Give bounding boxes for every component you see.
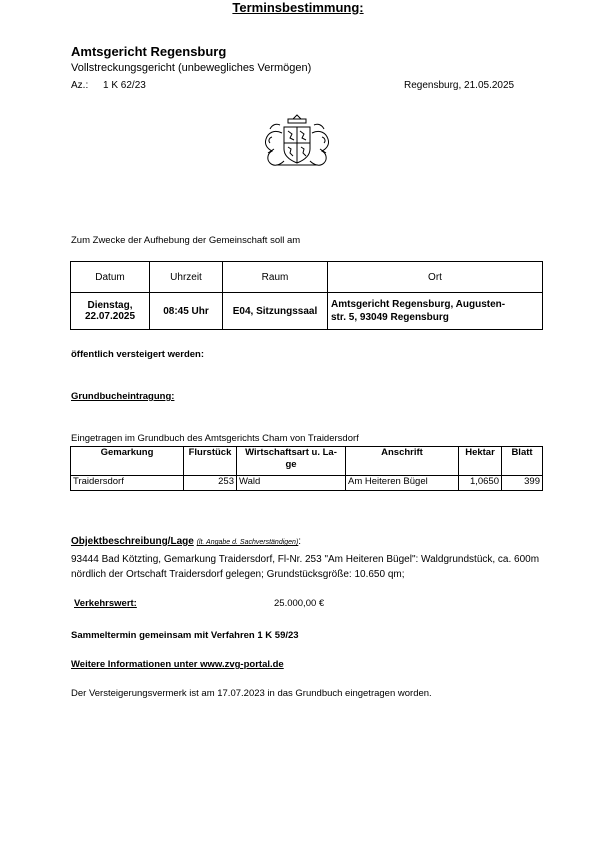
- col-ort: Ort: [328, 262, 543, 293]
- col-uhrzeit: Uhrzeit: [150, 262, 223, 293]
- col-raum: Raum: [223, 262, 328, 293]
- court-subtitle: Vollstreckungsgericht (unbewegliches Vermögen): [71, 62, 312, 74]
- az-number: 1 K 62/23: [103, 80, 146, 91]
- col-flurstueck: Flurstück: [184, 447, 237, 476]
- col-wirtschaftsart: Wirtschaftsart u. La- ge: [237, 447, 346, 476]
- sammeltermin: Sammeltermin gemeinsam mit Verfahren 1 K 59/23: [71, 630, 299, 641]
- footer-text: Der Versteigerungsvermerk ist am 17.07.2023 in das Grundbuch eingetragen worden.: [71, 688, 432, 699]
- col-datum: Datum: [71, 262, 150, 293]
- value-amount: 25.000,00 €: [274, 598, 325, 609]
- cell-hektar: 1,0650: [459, 476, 502, 491]
- grundbuch-heading: Grundbucheintragung:: [71, 391, 175, 402]
- col-hektar: Hektar: [459, 447, 502, 476]
- object-heading-line: [71, 536, 301, 547]
- auction-text: öffentlich versteigert werden:: [71, 349, 205, 360]
- col-blatt: Blatt: [502, 447, 543, 476]
- object-heading: Objektbeschreibung/Lage: [71, 536, 194, 547]
- object-colon: :: [298, 536, 302, 547]
- cell-wirtschaftsart: Wald: [237, 476, 346, 491]
- intro-text: Zum Zwecke der Aufhebung der Gemeinschaft soll am: [71, 235, 301, 246]
- object-note: (lt. Angabe d. Sachverständigen): [196, 539, 299, 546]
- appointment-room: E04, Sitzungssaal: [223, 293, 328, 330]
- appointment-time: 08:45 Uhr: [150, 293, 223, 330]
- col-anschrift: Anschrift: [346, 447, 459, 476]
- value-label: Verkehrswert:: [74, 598, 137, 609]
- appointment-date: Dienstag, 22.07.2025: [71, 293, 150, 330]
- appointment-table: [70, 261, 543, 330]
- cell-blatt: 399: [502, 476, 543, 491]
- grundbuch-intro: Eingetragen im Grundbuch des Amtsgerichts Cham von Traidersdorf: [71, 433, 359, 444]
- land-table: [70, 446, 543, 491]
- bavarian-coat-of-arms-icon: [262, 113, 332, 169]
- cell-gemarkung: Traidersdorf: [71, 476, 184, 491]
- more-info: Weitere Informationen unter www.zvg-portal.de: [71, 659, 284, 670]
- place-date: Regensburg, 21.05.2025: [404, 80, 515, 91]
- cell-anschrift: Am Heiteren Bügel: [346, 476, 459, 491]
- object-description: 93444 Bad Kötzting, Gemarkung Traidersdorf, Fl-Nr. 253 "Am Heiteren Bügel": Waldgrundstück, ca. 600m nördlich der Ortschaft Traidersdorf gelegen; Grundstücksgröße: 10.650 qm;: [71, 554, 540, 580]
- az-label: Az.:: [71, 80, 89, 91]
- col-gemarkung: Gemarkung: [71, 447, 184, 476]
- court-name: Amtsgericht Regensburg: [71, 44, 227, 59]
- cell-flurstueck: 253: [184, 476, 237, 491]
- appointment-place: Amtsgericht Regensburg, Augusten- str. 5, 93049 Regensburg: [328, 293, 543, 330]
- page-title: Terminsbestimmung:: [232, 0, 364, 15]
